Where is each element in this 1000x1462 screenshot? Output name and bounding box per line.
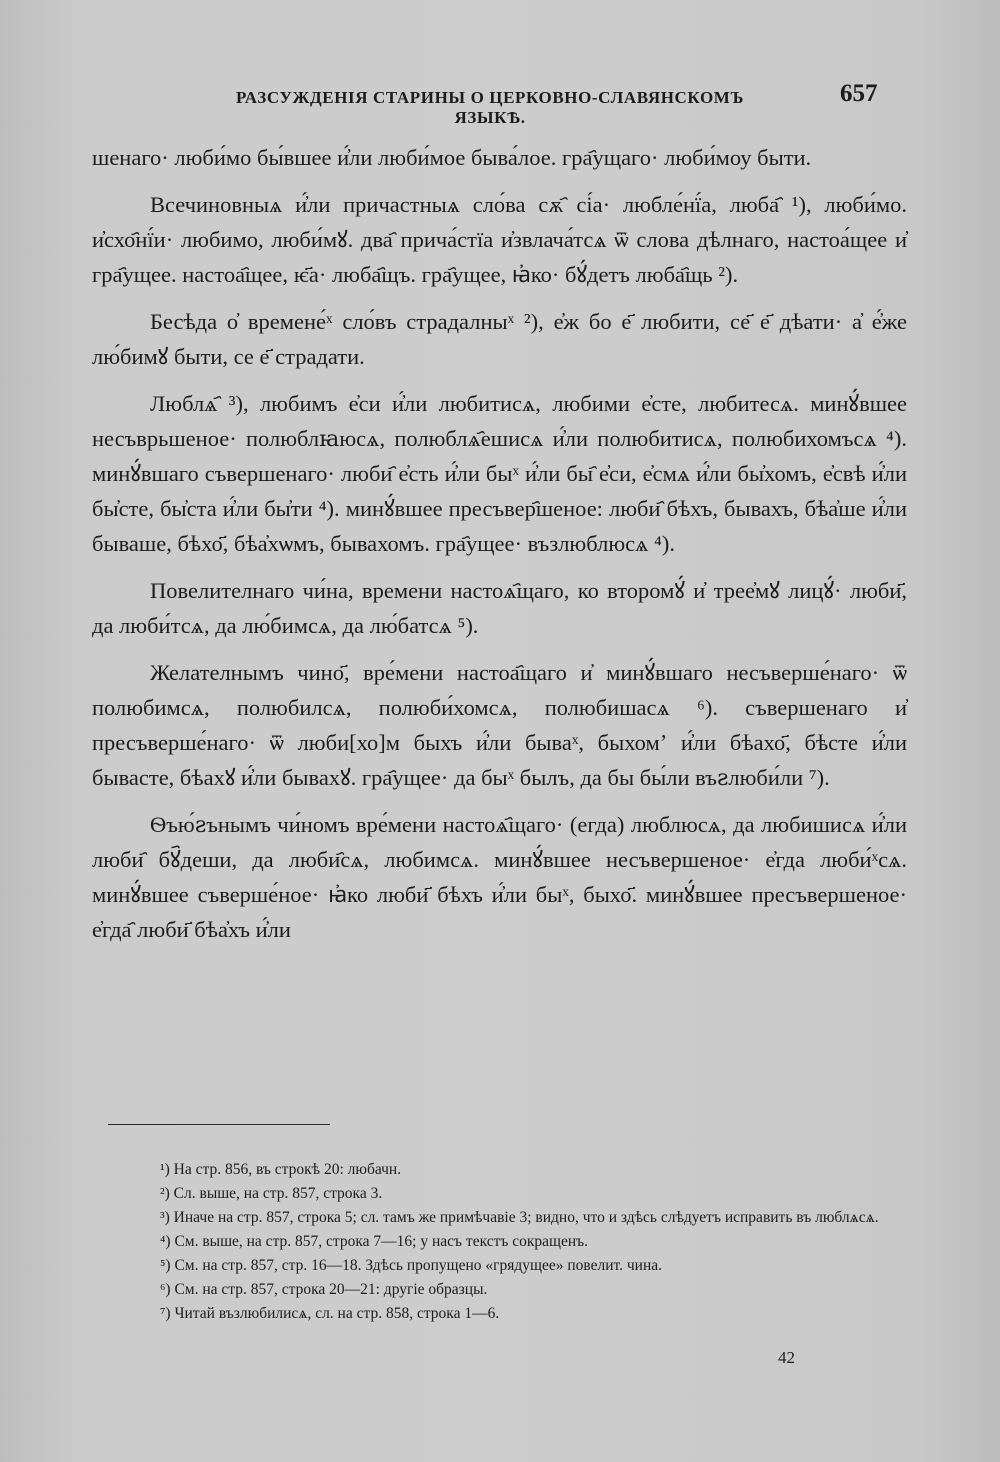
footnote: ²) Сл. выше, на стр. 857, строка 3.	[160, 1185, 383, 1202]
paragraph: Желателнымъ чино҃, вре́мени настоа҄щаго и҆ минꙋ́вшаго несъверше́наго· ѿ полюбимсѧ, полюбилсѧ, полюби́хомсѧ, полюбишасѧ ⁶). съвершенаго и҆ пресъверше́наго· ѿ люби[хо]м быхъ и҆́ли бываˣ, быхомʼ и҆́ли бѣахо҃, бѣсте и҆́ли бывасте, бѣахꙋ и҆́ли бывахꙋ. гра҄ущее· да быˣ былъ, да бы бы́ли въꙅлюби́ли ⁷).	[92, 660, 907, 790]
paragraph: Бесѣда о҆ времене́ˣ сло́въ страдалныˣ ²), е҆ж бо е҃ любити, се҃ е҃ дѣати· а҆ е҆́же лю́бимꙋ быти, се е҃ страдати.	[92, 309, 907, 369]
footnotes	[108, 1158, 908, 1326]
footnote: ³) Иначе на стр. 857, строка 5; сл. тамъ же примѣчавіе 3; видно, что и здѣсь слѣдуетъ исправить въ люблѧсѧ.	[160, 1209, 879, 1226]
footnote: ⁷) Читай възлюбилисѧ, сл. на стр. 858, строка 1—6.	[160, 1305, 500, 1322]
paragraph: Ѳъю́ꙅънымъ чи́номъ вре́мени настоѧ҄щаго· (егда) люблюсѧ, да любишисѧ и҆́ли люби҄ бꙋ҄деши, да люби҄сѧ, любимсѧ. минꙋ́вшее несъвершеное· е҆гда люби́ˣсѧ. минꙋ́вшее съверше́ное· ꙗ҆ко люби҃ бѣхъ и҆́ли быˣ, быхо҃. минꙋ́вшее пресъвершеное· е҆гда҄ люби҃ бѣа҆хъ и҆́ли	[92, 812, 907, 942]
paragraph: шенаго· люби́мо бы́вшее и҆́ли люби́мое быва́лое. гра҄ущаго· люби́моу быти.	[92, 145, 812, 170]
main-text	[92, 140, 907, 959]
footnote: ⁵) См. на стр. 857, стр. 16—18. Здѣсь пропущено «грядущее» повелит. чина.	[160, 1257, 663, 1274]
running-title: РАЗСУЖДЕНІЯ СТАРИНЫ О ЦЕРКОВНО-СЛАВЯНСКОМЪ ЯЗЫКѢ.	[235, 88, 745, 127]
footnote: ¹) На стр. 856, въ строкѣ 20: любачн.	[160, 1161, 402, 1178]
paragraph: Повелителнаго чи́на, времени настоѧ҄щаго, ко второмꙋ́ и҆ трее҆мꙋ лицꙋ́· люби҃, да люби́тсѧ, да лю́бимсѧ, да лю́батсѧ ⁵).	[92, 578, 907, 638]
footnote: ⁴) См. выше, на стр. 857, строка 7—16; у насъ текстъ сокращенъ.	[160, 1233, 589, 1250]
paragraph: Люблѧ҄ ³), любимъ е҆си и҆́ли любитисѧ, любими е҆сте, любитесѧ. минꙋ́вшее несъврьшеное· полюблꙗюсѧ, полюблѧ҄ешисѧ и҆́ли полюбитисѧ, полюбихомъсѧ ⁴). минꙋ́вшаго съвершенаго· люби҄ е҆сть и҆́ли быˣ и҆́ли бы҄ е҆си, е҆смѧ и҆́ли бы҆хомъ, е҆свѣ и҆́ли бы҆сте, бы҆ста и҆́ли бы҆ти ⁴). минꙋ́вшее пресъвер҄шеное: люби҄ бѣхъ, бывахъ, бѣа҆ше и҆́ли бывашe, бѣхо҃, бѣа҆хѡмъ, бывахомъ. гра҄ущее· възлюблюсѧ ⁴).	[92, 391, 907, 556]
signature-number: 42	[778, 1348, 795, 1367]
footnote-divider	[108, 1124, 330, 1125]
footnote: ⁶) См. на стр. 857, строка 20—21: другіе образцы.	[160, 1281, 488, 1298]
page-number: 657	[840, 80, 878, 107]
paragraph: Всечиновныѧ и҆́ли причастныѧ сло́ва сѫ҄ сі́а· любле́нї́а, люба҄ ¹), люби́мо. и҆схо҄нї́и· любимо, люби́мꙋ. два҄ прича́стїа и҆звлача́тсѧ ѿ слова дѣлнаго, настоа́щее и҆ гра҄ущее. настоа҄щее, ѥ҃а· люба҄щъ. гра҄ущее, ꙗ҆ко· бꙋ́детъ люба҄щь ²).	[92, 192, 907, 287]
